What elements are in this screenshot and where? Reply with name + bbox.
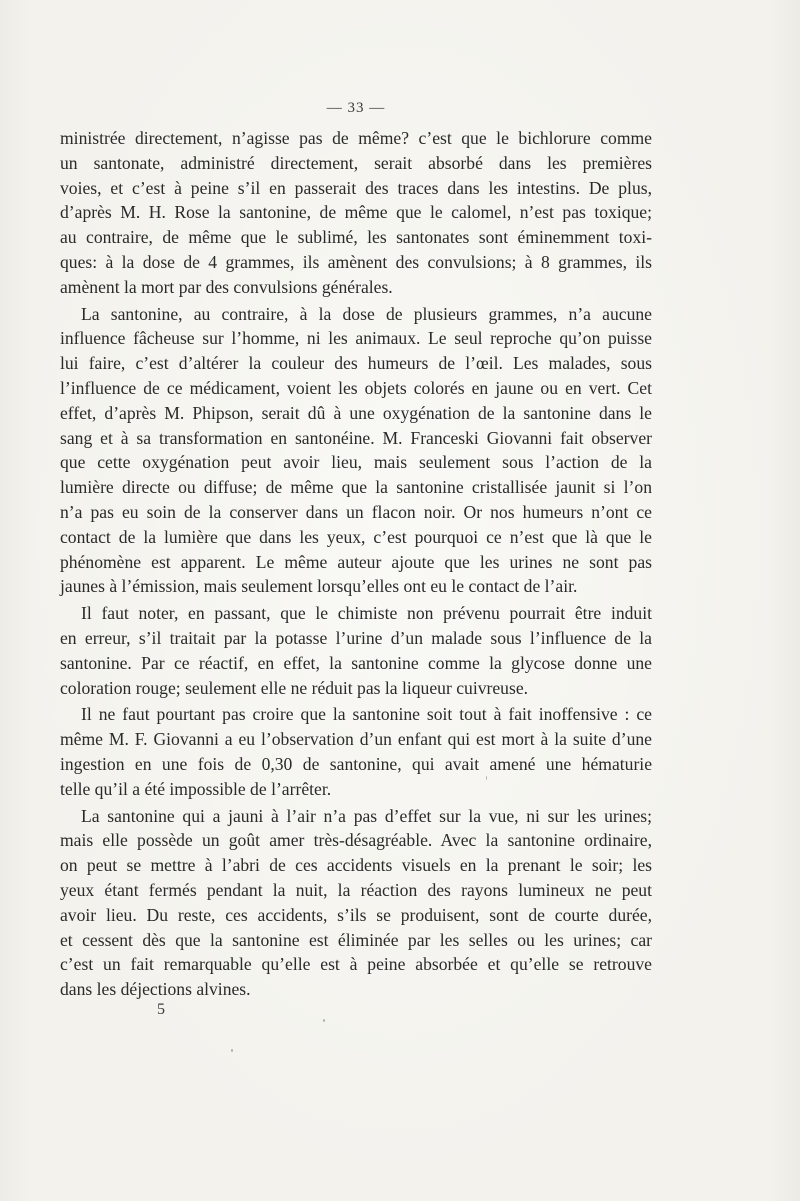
text-line: ministrée directement, n’agisse pas de même? c’est que le bichlorure comme [60, 128, 652, 148]
text-line: ques: à la dose de 4 grammes, ils amènent des convulsions; à 8 grammes, ils [60, 251, 652, 272]
text-line: au contraire, de même que le sublimé, les santonates sont éminemment toxi- [60, 227, 652, 248]
text-line: même M. F. Giovanni a eu l’observation d’un enfant qui est mort à la suite d’une [60, 729, 652, 750]
paragraph [60, 302, 652, 600]
text-line: mais elle possède un goût amer très-désagréable. Avec la santonine ordinaire, [60, 830, 652, 851]
paragraph [60, 804, 652, 1002]
text-line: amènent la mort par des convulsions générales. [60, 276, 393, 297]
text-line: en erreur, s’il traitait par la potasse l’urine d’un malade sous l’influence de la [60, 627, 652, 648]
scan-speck [486, 776, 487, 780]
text-line: c’est un fait remarquable qu’elle est à peine absorbée et qu’elle se retrouve [60, 954, 652, 975]
text-line: ingestion en une fois de 0,30 de santonine, qui avait amené une hématurie [60, 753, 652, 774]
text-line: voies, et c’est à peine s’il en passerait des traces dans les intestins. De plus, [60, 177, 652, 198]
text-line: sang et à sa transformation en santonéine. M. Franceski Giovanni fait observer [60, 427, 652, 448]
body-text [60, 126, 652, 1002]
text-line: coloration rouge; seulement elle ne réduit pas la liqueur cuivreuse. [60, 677, 529, 698]
scan-speck [323, 1019, 325, 1022]
text-line: avoir lieu. Du reste, ces accidents, s’ils se produisent, sont de courte durée, [60, 904, 652, 925]
text-line: yeux étant fermés pendant la nuit, la réaction des rayons lumineux ne peut [60, 879, 652, 900]
text-line: effet, d’après M. Phipson, serait dû à une oxygénation de la santonine dans le [60, 402, 652, 423]
text-line: La santonine, au contraire, à la dose de plusieurs grammes, n’a aucune [81, 303, 652, 324]
text-line: phénomène est apparent. Le même auteur ajoute que les urines ne sont pas [60, 551, 652, 572]
text-line: d’après M. H. Rose la santonine, de même que le calomel, n’est pas toxique; [60, 202, 652, 223]
text-line: et cessent dès que la santonine est éliminée par les selles ou les urines; car [60, 929, 652, 950]
text-line: on peut se mettre à l’abri de ces accidents visuels en la prenant le soir; les [60, 855, 652, 876]
signature-mark: 5 [157, 1001, 165, 1018]
text-line: dans les déjections alvines. [60, 979, 251, 1000]
text-line: l’influence de ce médicament, voient les objets colorés en jaune ou en vert. Cet [60, 377, 652, 398]
text-line: n’a pas eu soin de la conserver dans un flacon noir. Or nos humeurs n’ont ce [60, 501, 652, 522]
text-line: telle qu’il a été impossible de l’arrêter. [60, 778, 332, 799]
paragraph [60, 702, 652, 801]
text-line: lumière directe ou diffuse; de même que la santonine cristallisée jaunit si l’on [60, 477, 652, 498]
paragraph [60, 601, 652, 700]
text-line: contact de la lumière que dans les yeux, c’est pourquoi ce n’est que là que le [60, 526, 652, 547]
text-line: Il ne faut pourtant pas croire que la santonine soit tout à fait inoffensive : ce [81, 704, 652, 725]
text-line: santonine. Par ce réactif, en effet, la santonine comme la glycose donne une [60, 652, 652, 673]
text-line: La santonine qui a jauni à l’air n’a pas d’effet sur la vue, ni sur les urines; [81, 805, 652, 826]
text-line: influence fâcheuse sur l’homme, ni les animaux. Le seul reproche qu’on puisse [60, 328, 652, 349]
text-line: un santonate, administré directement, serait absorbé dans les premières [60, 152, 652, 173]
text-line: Il faut noter, en passant, que le chimiste non prévenu pourrait être induit [81, 603, 652, 624]
scan-speck [231, 1049, 233, 1052]
text-line: que cette oxygénation peut avoir lieu, mais seulement sous l’action de la [60, 452, 652, 473]
text-line: jaunes à l’émission, mais seulement lorsqu’elles ont eu le contact de l’air. [60, 576, 578, 597]
text-line: lui faire, c’est d’altérer la couleur des humeurs de l’œil. Les malades, sous [60, 353, 652, 374]
page-number: — 33 — [326, 100, 386, 116]
paragraph [60, 126, 652, 300]
